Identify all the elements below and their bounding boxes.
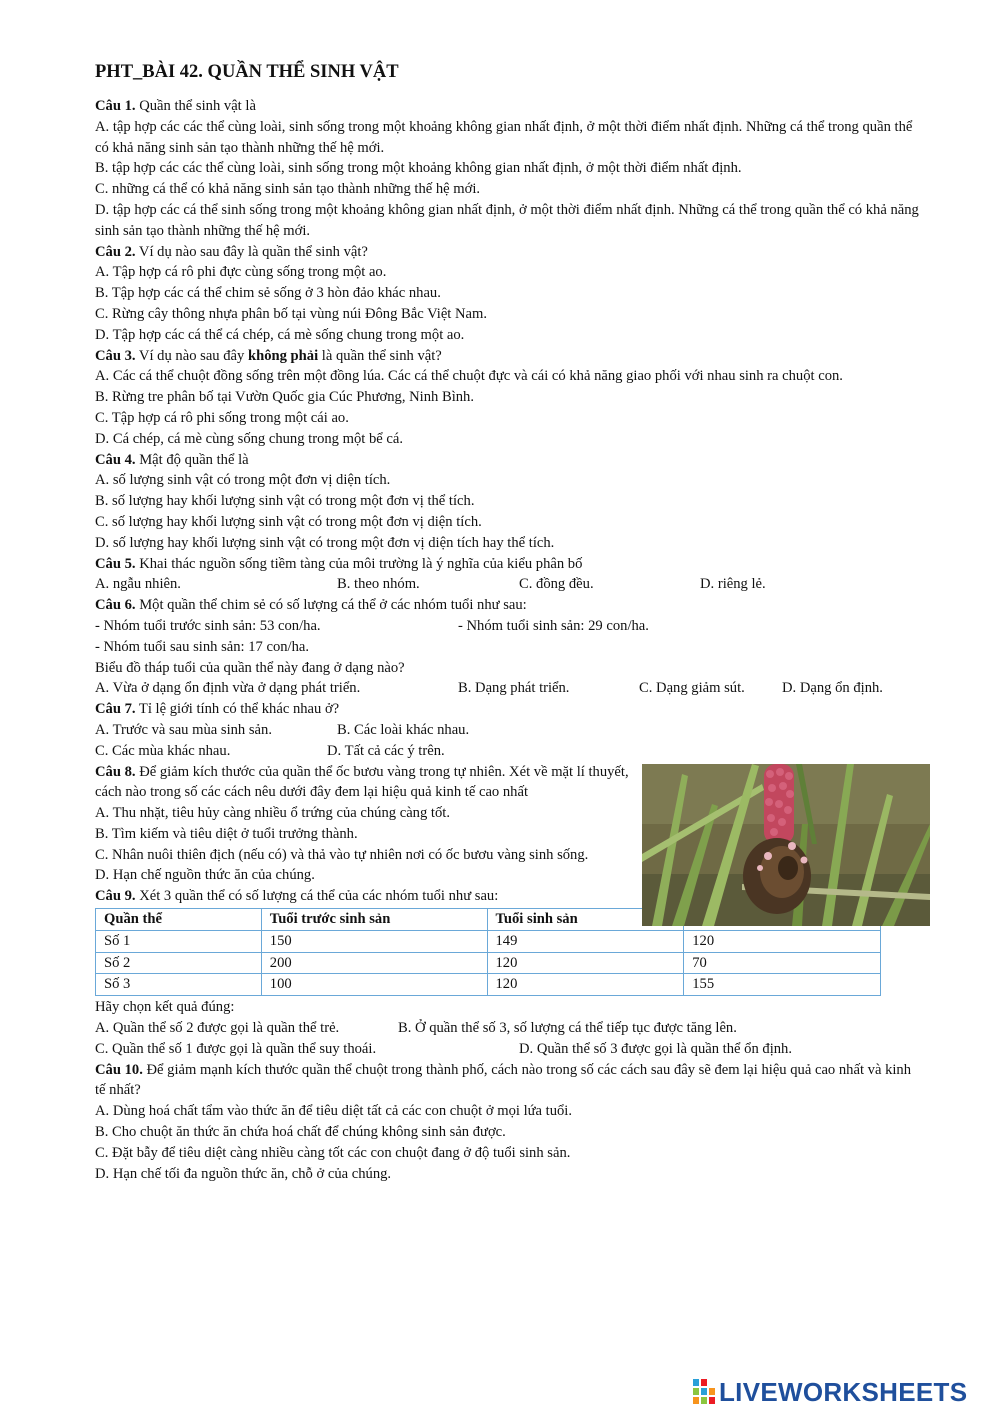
question-ask: Biểu đồ tháp tuổi của quần thể này đang ở dạng nào? xyxy=(95,659,405,676)
question-label: Câu 4. xyxy=(95,451,136,468)
question-text-end: là quần thể sinh vật? xyxy=(318,347,442,364)
option-c: C. số lượng hay khối lượng sinh vật có trong một đơn vị diện tích. xyxy=(95,513,482,530)
option-b: B. Tập hợp các cá thể chim sẻ sống ở 3 hòn đảo khác nhau. xyxy=(95,285,441,302)
question-2 xyxy=(95,242,920,346)
table-cell: 100 xyxy=(261,974,487,996)
table-cell: 120 xyxy=(487,952,684,974)
option-d: D. Dạng ổn định. xyxy=(782,680,883,697)
question-label: Câu 3. xyxy=(95,347,136,364)
question-3 xyxy=(95,346,920,450)
option-b: B. số lượng hay khối lượng sinh vật có trong một đơn vị thể tích. xyxy=(95,493,475,510)
question-7 xyxy=(95,699,920,761)
question-5 xyxy=(95,554,920,596)
golden-apple-snail-photo xyxy=(642,764,930,926)
table-cell: 70 xyxy=(684,952,881,974)
snail-illustration xyxy=(642,764,930,926)
table-row xyxy=(96,930,881,952)
option-a: A. ngẫu nhiên. xyxy=(95,576,181,593)
option-a: A. Vừa ở dạng ổn định vừa ở dạng phát triển. xyxy=(95,680,361,697)
question-label: Câu 8. xyxy=(95,763,136,780)
option-c: C. Các mùa khác nhau. xyxy=(95,742,231,759)
option-b: B. tập hợp các các thể cùng loài, sinh sống trong một khoảng không gian nhất định, ở một thời điểm nhất định. xyxy=(95,160,742,177)
table-cell: Số 3 xyxy=(96,974,262,996)
option-a: A. Dùng hoá chất tẩm vào thức ăn để tiêu diệt tất cả các con chuột ở mọi lứa tuổi. xyxy=(95,1103,573,1120)
question-label: Câu 5. xyxy=(95,555,136,572)
question-text: Ví dụ nào sau đây xyxy=(135,347,248,364)
option-c: C. Rừng cây thông nhựa phân bố tại vùng núi Đông Bắc Việt Nam. xyxy=(95,305,488,322)
table-cell: Số 2 xyxy=(96,952,262,974)
liveworksheets-logo xyxy=(693,1374,967,1410)
question-ask: Hãy chọn kết quả đúng: xyxy=(95,999,235,1016)
question-text: Tỉ lệ giới tính có thể khác nhau ở? xyxy=(135,701,340,718)
question-text: Ví dụ nào sau đây là quần thể sinh vật? xyxy=(135,243,368,260)
option-b: B. Các loài khác nhau. xyxy=(337,721,470,738)
option-c: C. Đặt bẫy để tiêu diệt càng nhiều càng tốt các con chuột đang ở độ tuổi sinh sản. xyxy=(95,1144,571,1161)
question-8 xyxy=(95,762,920,887)
table-header: Tuổi sinh sản xyxy=(487,909,684,931)
table-row xyxy=(96,952,881,974)
table-cell: 120 xyxy=(487,974,684,996)
option-d: D. Hạn chế tối đa nguồn thức ăn, chỗ ở của chúng. xyxy=(95,1165,392,1182)
question-text: Xét 3 quần thể có số lượng cá thể của các nhóm tuổi như sau: xyxy=(135,888,499,905)
option-a: A. tập hợp các các thể cùng loài, sinh sống trong một khoảng không gian nhất định, ở một thời điểm nhất định. Những cá thể trong quần thể có khả năng sinh sản tạo thành những thế hệ mới. xyxy=(95,118,913,156)
option-b: B. Ở quần thể số 3, số lượng cá thể tiếp tục được tăng lên. xyxy=(398,1020,737,1037)
option-d: D. Cá chép, cá mè cùng sống chung trong một bể cá. xyxy=(95,430,404,447)
option-b: B. Cho chuột ăn thức ăn chứa hoá chất để chúng không sinh sản được. xyxy=(95,1124,506,1141)
option-c: C. Quần thể số 1 được gọi là quần thể suy thoái. xyxy=(95,1040,377,1057)
question-label: Câu 9. xyxy=(95,888,136,905)
option-a: A. Tập hợp cá rô phi đực cùng sống trong một ao. xyxy=(95,264,387,281)
question-text: Khai thác nguồn sống tiềm tàng của môi trường là ý nghĩa của kiểu phân bố xyxy=(135,555,583,572)
age-group-post: - Nhóm tuổi sau sinh sản: 17 con/ha. xyxy=(95,638,310,655)
question-emphasis: không phải xyxy=(247,347,319,364)
table-header: Tuổi trước sinh sản xyxy=(261,909,487,931)
option-d: D. số lượng hay khối lượng sinh vật có trong một đơn vị diện tích hay thể tích. xyxy=(95,534,555,551)
question-label: Câu 10. xyxy=(95,1061,143,1078)
option-d: D. riêng lẻ. xyxy=(700,576,766,593)
option-a: A. Quần thể số 2 được gọi là quần thể trẻ. xyxy=(95,1020,340,1037)
logo-text: LIVEWORKSHEETS xyxy=(719,1376,968,1407)
option-a: A. Các cá thể chuột đồng sống trên một đồng lúa. Các cá thể chuột đực và cái có khả năng giao phối với nhau sinh ra chuột con. xyxy=(95,368,843,385)
question-label: Câu 6. xyxy=(95,597,136,614)
question-text: Để giảm mạnh kích thước quần thể chuột trong thành phố, cách nào trong số các cách sau đây sẽ đem lại hiệu quả cao nhất và kinh tế nhất? xyxy=(95,1061,912,1099)
question-text: Một quần thể chim sẻ có số lượng cá thể ở các nhóm tuổi như sau: xyxy=(135,597,527,614)
option-b: B. theo nhóm. xyxy=(337,576,420,593)
option-a: A. Thu nhặt, tiêu hủy càng nhiều ổ trứng của chúng càng tốt. xyxy=(95,805,450,822)
table-cell: Số 1 xyxy=(96,930,262,952)
option-d: D. Tập hợp các cá thể cá chép, cá mè sống chung trong một ao. xyxy=(95,326,465,343)
logo-icon xyxy=(693,1379,715,1405)
table-cell: 200 xyxy=(261,952,487,974)
age-group-pre: - Nhóm tuổi trước sinh sản: 53 con/ha. xyxy=(95,617,321,634)
question-4 xyxy=(95,450,920,554)
option-a: A. số lượng sinh vật có trong một đơn vị diện tích. xyxy=(95,472,391,489)
table-cell: 150 xyxy=(261,930,487,952)
question-text: Quần thể sinh vật là xyxy=(135,98,256,114)
question-10 xyxy=(95,1060,920,1185)
option-b: B. Dạng phát triển. xyxy=(458,680,570,697)
question-6 xyxy=(95,595,920,699)
page-title: PHT_BÀI 42. QUẦN THỂ SINH VẬT xyxy=(95,62,399,82)
option-b: B. Rừng tre phân bố tại Vườn Quốc gia Cúc Phương, Ninh Bình. xyxy=(95,389,474,406)
table-header: Quần thể xyxy=(96,909,262,931)
option-d: D. Tất cả các ý trên. xyxy=(327,742,445,759)
table-row xyxy=(96,974,881,996)
question-label: Câu 1. xyxy=(95,98,136,114)
option-d: D. Quần thể số 3 được gọi là quần thể ổn định. xyxy=(519,1040,792,1057)
table-cell: 120 xyxy=(684,930,881,952)
table-cell: 155 xyxy=(684,974,881,996)
question-text: Để giảm kích thước của quần thể ốc bươu vàng trong tự nhiên. Xét về mặt lí thuyết, cách nào trong số các cách nêu dưới đây đem lại hiệu quả kinh tế cao nhất xyxy=(95,763,629,801)
question-label: Câu 7. xyxy=(95,701,136,718)
option-c: C. đồng đều. xyxy=(519,576,594,593)
table-cell: 149 xyxy=(487,930,684,952)
option-b: B. Tìm kiếm và tiêu diệt ở tuổi trưởng thành. xyxy=(95,825,358,842)
age-group-repro: - Nhóm tuổi sinh sản: 29 con/ha. xyxy=(458,617,649,634)
option-c: C. Dạng giảm sút. xyxy=(639,680,745,697)
question-text: Mật độ quần thể là xyxy=(135,451,249,468)
option-a: A. Trước và sau mùa sinh sản. xyxy=(95,721,272,738)
question-1 xyxy=(95,96,920,242)
option-d: D. Hạn chế nguồn thức ăn của chúng. xyxy=(95,867,315,884)
option-c: C. Nhân nuôi thiên địch (nếu có) và thả vào tự nhiên nơi có ốc bươu vàng sinh sống. xyxy=(95,846,589,863)
worksheet xyxy=(95,60,920,1184)
option-c: C. những cá thể có khả năng sinh sản tạo thành những thế hệ mới. xyxy=(95,181,481,198)
option-c: C. Tập hợp cá rô phi sống trong một cái ao. xyxy=(95,409,349,426)
option-d: D. tập hợp các cá thể sinh sống trong một khoảng không gian nhất định, ở một thời điểm nhất định. Những cá thể trong quần thể có khả năng sinh sản tạo thành những thế hệ mới. xyxy=(95,201,919,239)
question-label: Câu 2. xyxy=(95,243,136,260)
